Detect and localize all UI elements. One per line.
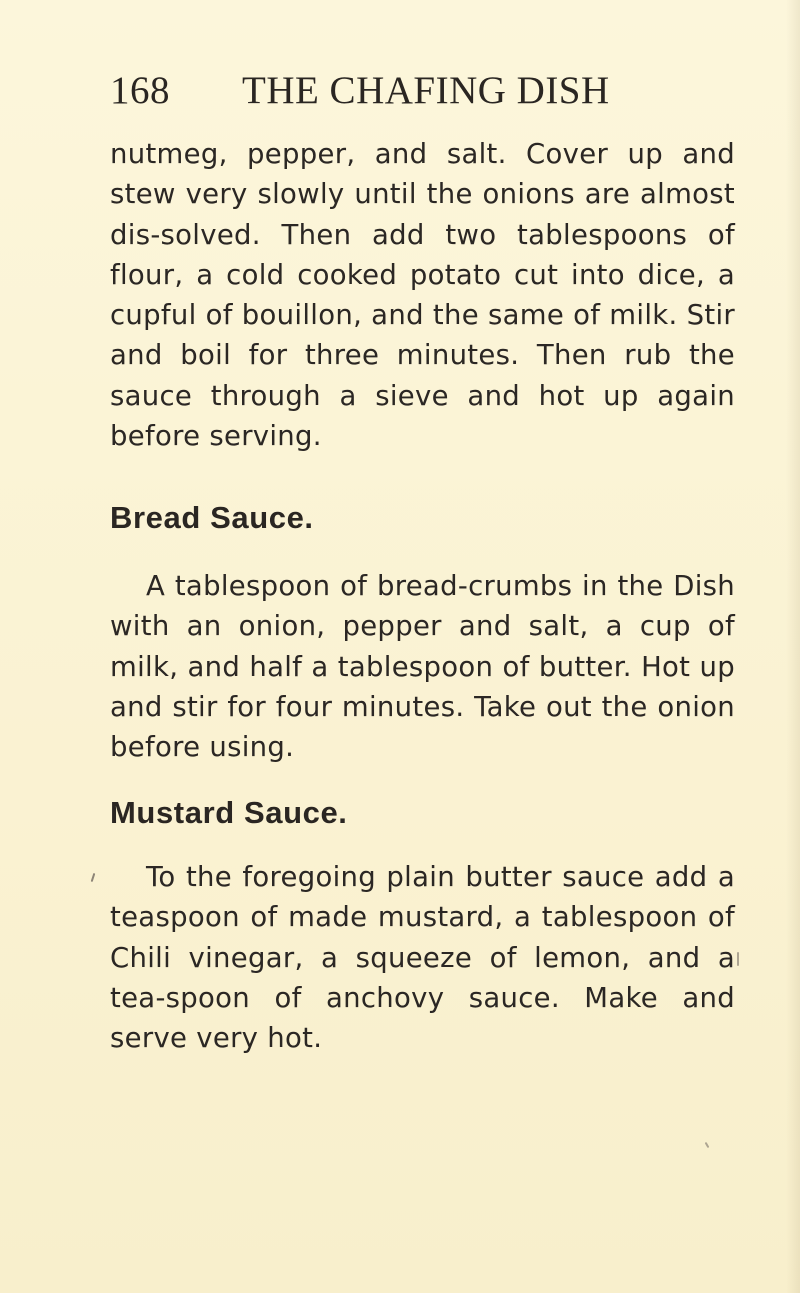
page-edge-shadow (786, 0, 800, 1293)
bread-sauce-heading: Bread Sauce. (110, 500, 314, 535)
page-number: 168 (110, 69, 170, 112)
mustard-sauce-heading: Mustard Sauce. (110, 795, 348, 830)
paper-speck (737, 952, 739, 966)
mustard-sauce-paragraph: To the foregoing plain butter sauce add a teaspoon of made mustard, a tablespoon of Chili vinegar, a squeeze of lemon, and a tea-spoon of anchovy sauce. Make and serve very hot. (110, 861, 735, 1055)
continuation-paragraph: nutmeg, pepper, and salt. Cover up and stew very slowly until the onions are almost dis-solved. Then add two tablespoons of flour, a cold cooked potato cut into dice, a cupful of bouillon, and the same of milk. Stir and boil for three minutes. Then rub the sauce through a sieve and hot up again before serving. (110, 138, 735, 453)
paper-speck (705, 1142, 710, 1148)
paper-speck (91, 873, 96, 882)
running-head (110, 68, 750, 118)
bread-sauce-paragraph: A tablespoon of bread-crumbs in the Dish with an onion, pepper and salt, a cup of milk, and half a tablespoon of butter. Hot up and stir for four minutes. Take out the onion before using. (110, 570, 735, 764)
running-title: THE CHAFING DISH (242, 69, 610, 112)
